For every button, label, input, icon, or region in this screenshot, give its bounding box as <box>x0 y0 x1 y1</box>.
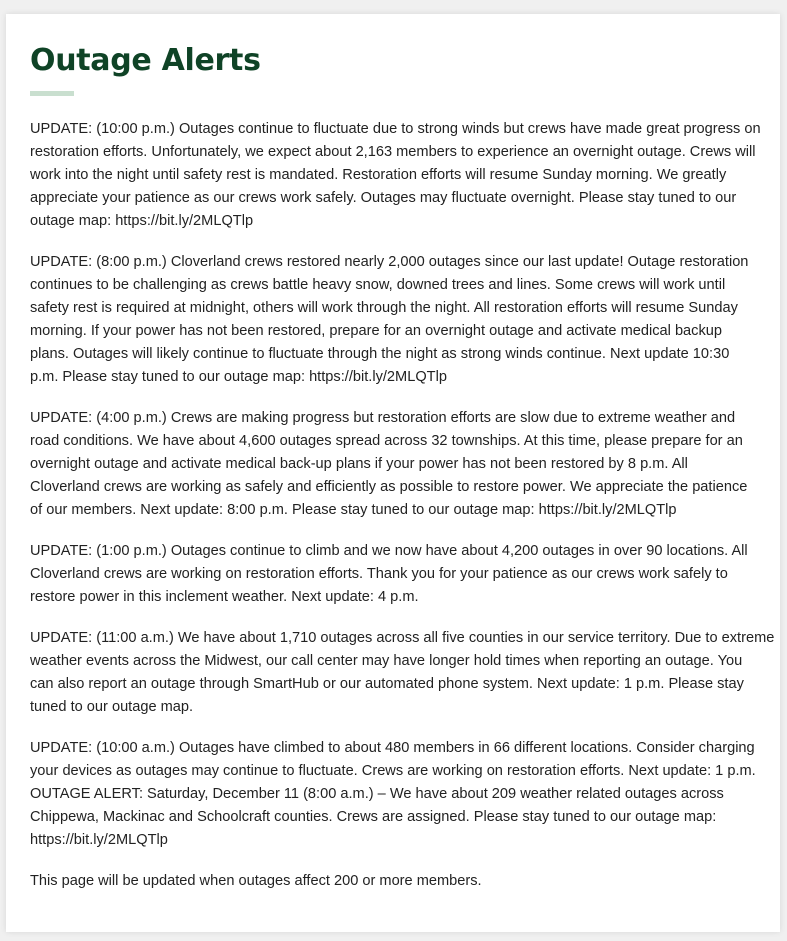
updates-list <box>30 118 775 893</box>
page-footnote: This page will be updated when outages affect 200 or more members. <box>30 873 482 889</box>
update-paragraph: UPDATE: (8:00 p.m.) Cloverland crews restored nearly 2,000 outages since our last update! Outage restoration continues to be challenging as crews battle heavy snow, downed trees and lines. Some crews will work until safety rest is required at midnight, others will work through the night. All restoration efforts will resume Sunday morning. If your power has not been restored, prepare for an overnight outage and activate medical backup plans. Outages will likely continue to fluctuate through the night as strong winds continue. Next update 10:30 p.m. Please stay tuned to our outage map: https://bit.ly/2MLQTlp <box>30 254 749 385</box>
outage-alerts-card <box>6 14 780 932</box>
page-title: Outage Alerts <box>30 43 261 78</box>
update-paragraph: UPDATE: (11:00 a.m.) We have about 1,710 outages across all five counties in our service territory. Due to extreme weather events across the Midwest, our call center may have longer hold times when reporting an outage. You can also report an outage through SmartHub or our automated phone system. Next update: 1 p.m. Please stay tuned to our outage map. <box>30 630 775 715</box>
update-paragraph: UPDATE: (1:00 p.m.) Outages continue to climb and we now have about 4,200 outages in over 90 locations. All Cloverland crews are working on restoration efforts. Thank you for your patience as our crews work safely to restore power in this inclement weather. Next update: 4 p.m. <box>30 543 748 605</box>
update-paragraph: UPDATE: (10:00 p.m.) Outages continue to fluctuate due to strong winds but crews have made great progress on restoration efforts. Unfortunately, we expect about 2,163 members to experience an overnight outage. Crews will work into the night until safety rest is mandated. Restoration efforts will resume Sunday morning. We greatly appreciate your patience as our crews work safely. Outages may fluctuate overnight. Please stay tuned to our outage map: https://bit.ly/2MLQTlp <box>30 121 761 229</box>
title-underline <box>30 91 74 96</box>
update-paragraph: UPDATE: (10:00 a.m.) Outages have climbed to about 480 members in 66 different locations. Consider charging your devices as outages may continue to fluctuate. Crews are working on restoration efforts. Next update: 1 p.m. OUTAGE ALERT: Saturday, December 11 (8:00 a.m.) – We have about 209 weather related outages across Chippewa, Mackinac and Schoolcraft counties. Crews are assigned. Please stay tuned to our outage map: https://bit.ly/2MLQTlp <box>30 740 756 848</box>
update-paragraph: UPDATE: (4:00 p.m.) Crews are making progress but restoration efforts are slow due to extreme weather and road conditions. We have about 4,600 outages spread across 32 townships. At this time, please prepare for an overnight outage and activate medical back-up plans if your power has not been restored by 8 p.m. All Cloverland crews are working as safely and efficiently as possible to restore power. We appreciate the patience of our members. Next update: 8:00 p.m. Please stay tuned to our outage map: https://bit.ly/2MLQTlp <box>30 410 748 518</box>
